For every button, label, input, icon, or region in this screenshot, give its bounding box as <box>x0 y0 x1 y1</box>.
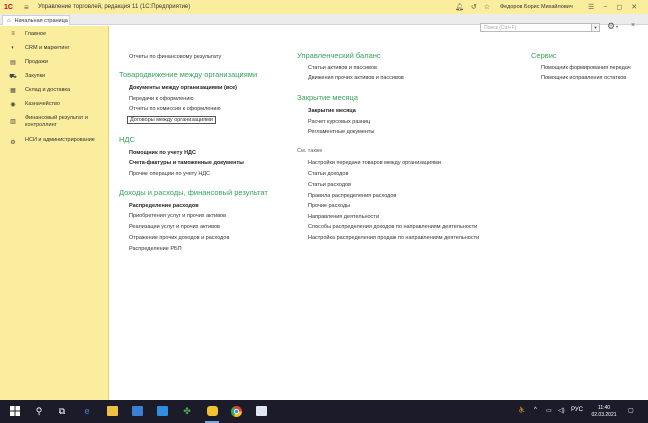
title-bar <box>0 0 648 14</box>
link-sales-distribution-settings[interactable]: Настройка распределения продаж по направлениям деятельности <box>308 235 480 241</box>
app-logo: 1С <box>4 3 13 11</box>
link-other-vat-ops[interactable]: Прочие операции по учету НДС <box>129 171 211 177</box>
link-income-items[interactable]: Статьи доходов <box>308 171 349 177</box>
chevron-up-icon[interactable]: ^ <box>534 407 537 413</box>
sidebar-item-label: Закупки <box>25 73 46 79</box>
sidebar-item-label: Склад и доставка <box>25 87 71 93</box>
see-also-heading: См. также <box>297 148 323 154</box>
link-expense-items[interactable]: Статьи расходов <box>308 182 352 188</box>
section-vat: НДС <box>119 135 135 144</box>
link-commission-reports[interactable]: Отчеты по комиссии к оформлению <box>129 106 221 112</box>
settings-gear-icon[interactable]: ⚙ <box>607 21 616 31</box>
section-service: Сервис <box>531 51 557 60</box>
chrome-icon[interactable] <box>229 404 243 418</box>
language-indicator[interactable]: РУС <box>571 407 584 413</box>
link-deferred-expenses[interactable]: Распределение РБП <box>129 246 182 252</box>
link-expense-rules[interactable]: Правила распределения расходов <box>308 193 397 199</box>
link-transfers-to-process[interactable]: Передачи к оформлению <box>129 96 194 102</box>
link-inter-org-contracts[interactable]: Договоры между организациями <box>127 116 216 124</box>
sidebar-item-label: НСИ и администрирование <box>25 137 95 143</box>
person-icon[interactable]: ⛹ <box>518 408 526 414</box>
volume-icon[interactable]: ◁) <box>558 408 565 414</box>
link-inter-org-docs[interactable]: Документы между организациями (все) <box>129 85 238 91</box>
user-name[interactable]: Федоров Борис Михайлович <box>500 4 573 10</box>
link-exchange-differences[interactable]: Расчет курсовых разниц <box>308 119 371 125</box>
clock-time: 11:40 <box>597 405 611 411</box>
system-clock[interactable] <box>587 405 621 419</box>
tab-home-label: Начальная страница <box>14 17 68 24</box>
sidebar-item-label: Казначейство <box>25 101 60 107</box>
link-invoices-customs[interactable]: Счета-фактуры и таможенные документы <box>129 160 244 166</box>
window-title: Управление торговлей, редакция 11 (1С:Предприятие) <box>38 4 191 10</box>
link-service-purchases[interactable]: Приобретения услуг и прочих активов <box>129 213 227 219</box>
chart-icon: ▥ <box>10 119 16 125</box>
link-transfer-assistant[interactable]: Помощник формирования передач <box>541 65 631 71</box>
sidebar-item-label: CRM и маркетинг <box>25 45 70 51</box>
section-goods-movement: Товародвижение между организациями <box>119 70 258 79</box>
warehouse-icon: ▦ <box>10 88 16 94</box>
search-input[interactable]: Поиск (Ctrl+F) <box>480 23 598 32</box>
sidebar <box>0 26 109 400</box>
maximize-icon[interactable]: ◻ <box>616 4 623 11</box>
menu-lines-icon: ≡ <box>11 31 15 37</box>
1c-app-icon[interactable] <box>205 404 219 418</box>
section-income-expenses: Доходы и расходы, финансовый результат <box>119 188 268 197</box>
sales-icon: ▤ <box>10 60 16 66</box>
section-month-close: Закрытие месяца <box>297 93 359 102</box>
chevron-down-icon[interactable]: ▾ <box>616 24 619 29</box>
treasury-icon: ◉ <box>10 102 16 108</box>
star-icon[interactable]: ☆ <box>483 4 491 11</box>
sidebar-item-label: Главное <box>25 31 47 37</box>
link-month-close[interactable]: Закрытие месяца <box>308 108 356 114</box>
search-dropdown-button[interactable]: ▾ <box>591 23 600 32</box>
crm-icon: ◐ <box>11 45 15 51</box>
link-asset-liability-items[interactable]: Статьи активов и пассивов <box>308 65 377 71</box>
link-expense-distribution[interactable]: Распределение расходов <box>129 203 199 209</box>
hamburger-icon[interactable]: ≡ <box>24 2 29 12</box>
link-other-expenses[interactable]: Прочие расходы <box>308 203 351 209</box>
task-view-icon[interactable]: ⧉ <box>58 405 66 416</box>
link-income-distribution-methods[interactable]: Способы распределения доходов по направлениям деятельности <box>308 224 478 230</box>
link-vat-assistant[interactable]: Помощник по учету НДС <box>129 150 196 156</box>
close-icon[interactable]: × <box>631 22 636 29</box>
link-business-directions[interactable]: Направления деятельности <box>308 214 379 220</box>
menu-lines-icon[interactable]: ☰ <box>588 4 595 11</box>
link-service-sales[interactable]: Реализации услуг и прочих активов <box>129 224 220 230</box>
taskbar <box>0 400 648 423</box>
link-balance-correction-assistant[interactable]: Помощник исправления остатков <box>541 75 627 81</box>
store-icon[interactable] <box>155 404 169 418</box>
link-financial-reports[interactable]: Отчеты по финансовому результату <box>129 54 222 60</box>
sidebar-item-label: Финансовый результат и контроллинг <box>25 115 88 128</box>
cart-icon: ⛟ <box>9 74 17 80</box>
bell-icon[interactable]: 🔔︎ <box>455 4 464 11</box>
explorer-icon[interactable] <box>105 404 119 418</box>
minimize-icon[interactable]: − <box>603 3 608 11</box>
clover-app-icon[interactable]: ✤ <box>183 405 191 416</box>
history-icon[interactable]: ↺ <box>470 4 477 11</box>
link-asset-movements[interactable]: Движения прочих активов и пассивов <box>308 75 404 81</box>
close-icon[interactable]: ✕ <box>631 4 638 11</box>
network-icon[interactable]: ▭ <box>546 408 552 414</box>
home-icon: ⌂ <box>7 17 11 24</box>
windows-start-icon[interactable] <box>8 404 22 418</box>
gear-icon: ⚙ <box>10 140 16 146</box>
search-icon[interactable]: ⚲ <box>35 405 43 416</box>
tab-home[interactable] <box>2 15 70 25</box>
sidebar-item-label: Продажи <box>25 59 48 65</box>
notifications-icon[interactable]: ▢ <box>628 408 634 414</box>
link-transfer-settings[interactable]: Настройки передачи товаров между организациями <box>308 160 441 166</box>
photos-icon[interactable] <box>130 404 144 418</box>
link-routine-documents[interactable]: Регламентные документы <box>308 129 375 135</box>
edge-browser-icon[interactable]: e <box>84 406 90 416</box>
link-other-income-expenses[interactable]: Отражение прочих доходов и расходов <box>129 235 230 241</box>
document-app-icon[interactable] <box>254 404 268 418</box>
section-management-balance: Управленческий баланс <box>297 51 381 60</box>
clock-date: 02.03.2021 <box>591 412 617 418</box>
